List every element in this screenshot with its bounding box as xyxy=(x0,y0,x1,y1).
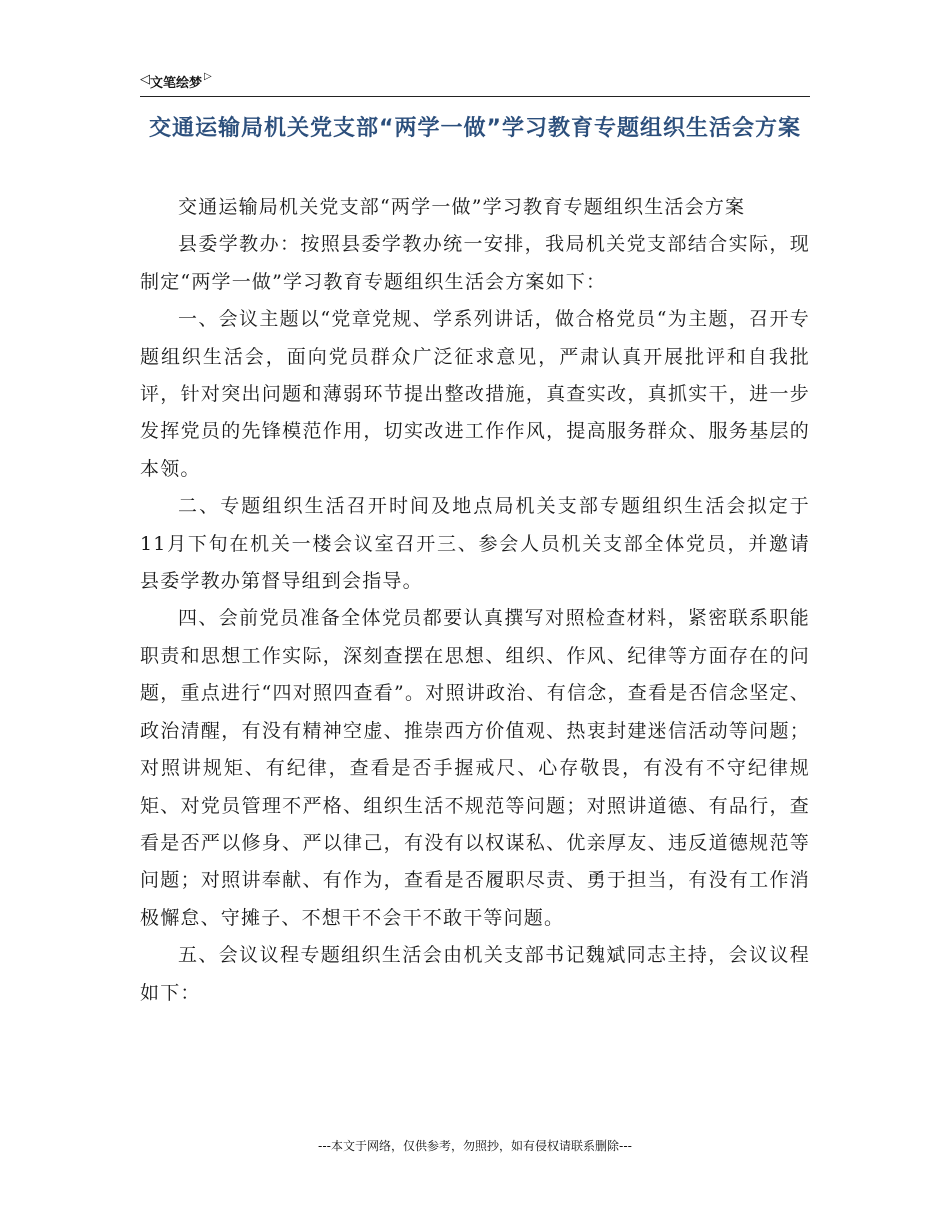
paragraph-intro-title: 交通运输局机关党支部“两学一做”学习教育专题组织生活会方案 xyxy=(178,196,746,218)
paragraph-section-2-3: 二、专题组织生活召开时间及地点局机关支部专题组织生活会拟定于11月下旬在机关一楼会议室召开三、参会人员机关支部全体党员，并邀请县委学教办第督导组到会指导。 xyxy=(140,495,810,593)
paragraph-section-4: 四、会前党员准备全体党员都要认真撰写对照检查材料，紧密联系职能职责和思想工作实际，深刻查摆在思想、组织、作风、纪律等方面存在的问题，重点进行“四对照四查看”。对照讲政治、有信念，查看是否信念坚定、政治清醒，有没有精神空虚、推崇西方价值观、热衷封建迷信活动等问题；对照讲规矩、有纪律，查看是否手握戒尺、心存敬畏，有没有不守纪律规矩、对党员管理不严格、组织生活不规范等问题；对照讲道德、有品行，查看是否严以修身、严以律己，有没有以权谋私、优亲厚友、违反道德规范等问题；对照讲奉献、有作为，查看是否履职尽责、勇于担当，有没有工作消极懈怠、守摊子、不想干不会干不敢干等问题。 xyxy=(140,607,810,929)
document-title: 交通运输局机关党支部“两学一做”学习教育专题组织生活会方案 xyxy=(149,116,801,141)
right-triangle-icon: ▷ xyxy=(204,71,212,82)
paragraph-salutation: 县委学教办：按照县委学教办统一安排，我局机关党支部结合实际，现制定“两学一做”学习教育专题组织生活会方案如下： xyxy=(140,233,810,293)
left-triangle-icon: ◁ xyxy=(140,72,150,87)
paragraph-section-5: 五、会议议程专题组织生活会由机关支部书记魏斌同志主持，会议议程如下： xyxy=(140,944,810,1004)
footer-notice: ---本文于网络，仅供参考，勿照抄，如有侵权请联系删除--- xyxy=(318,1139,632,1153)
document-body xyxy=(140,189,810,1012)
header-brand: 文笔绘梦 xyxy=(150,76,203,91)
paragraph-section-1: 一、会议主题以“党章党规、学系列讲话，做合格党员“为主题，召开专题组织生活会，面向党员群众广泛征求意见，严肃认真开展批评和自我批评，针对突出问题和薄弱环节提出整改措施，真查实改，真抓实干，进一步发挥党员的先锋模范作用，切实改进工作作风，提高服务群众、服务基层的本领。 xyxy=(140,308,810,480)
page-header xyxy=(140,72,810,97)
